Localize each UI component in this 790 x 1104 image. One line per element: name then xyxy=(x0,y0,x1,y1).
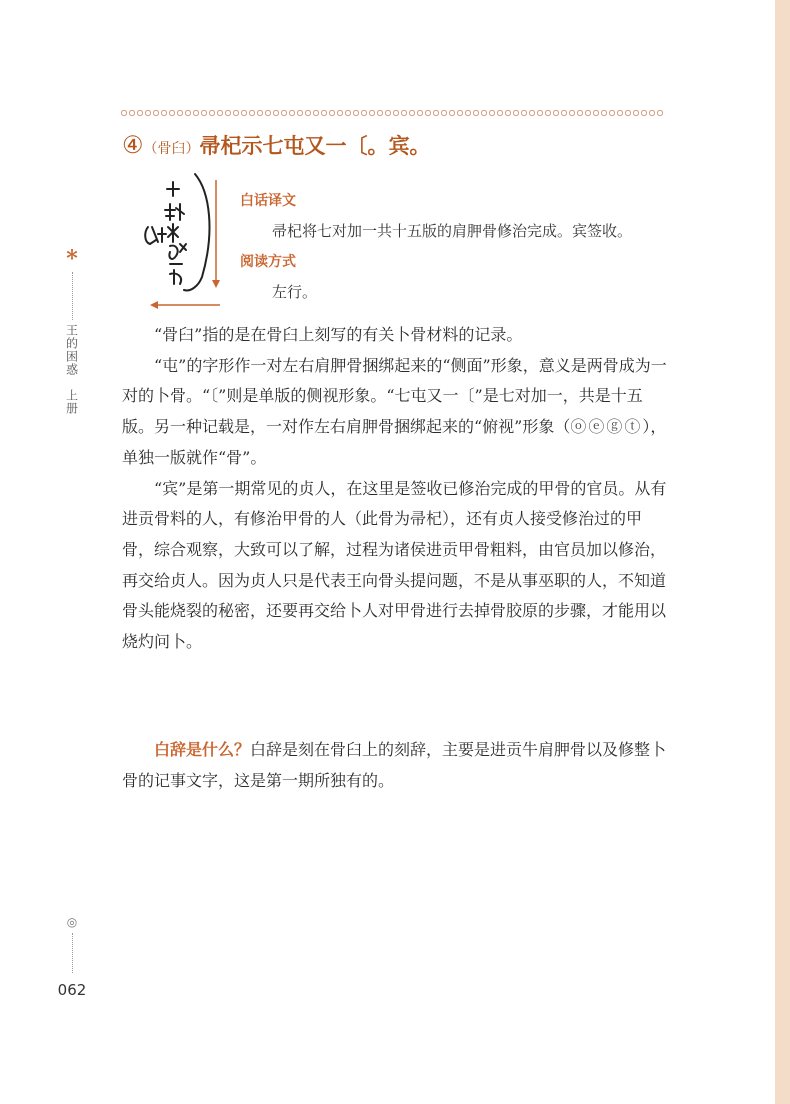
heading-text: 帚杞示七屯又一〔。宾。 xyxy=(199,133,431,158)
note-label: 白辞是什么？ xyxy=(154,740,251,759)
paragraph-2a: “屯”的字形作一对左右肩胛骨捆绑起来的“侧面”形象，意义是两骨成为一对的卜骨。“〔”则是单版的侧视形象。“七屯又一〔”是七对加一，共是十五版。另一种记载是，一对作左右肩胛骨捆绑起来的“俯视”形象（ xyxy=(122,355,667,437)
heading-label: 骨臼 xyxy=(157,141,186,157)
bone-glyphs: ⓞⓔⓖⓣ xyxy=(570,417,643,437)
page-footer xyxy=(57,915,87,999)
reading-title: 阅读方式 xyxy=(240,254,296,270)
footer-dotted-line xyxy=(72,933,73,973)
page-number: 062 xyxy=(57,981,87,999)
oracle-bone-inscription xyxy=(140,172,232,312)
heading-close-paren: ） xyxy=(185,141,200,157)
decorative-rule xyxy=(120,109,665,117)
star-icon: * xyxy=(66,246,78,272)
page-edge-strip xyxy=(775,0,790,1104)
translation-body: 帚杞将七对加一共十五版的肩胛骨修治完成。宾签收。 xyxy=(272,222,633,240)
circle-icon: ◎ xyxy=(66,915,78,929)
paragraph-2b: ），单独一版就作“骨”。 xyxy=(122,417,667,467)
reading-body: 左行。 xyxy=(272,283,318,301)
book-title: 王的困惑 上册 xyxy=(64,324,79,415)
translation-title: 白话译文 xyxy=(240,193,296,209)
note-text: 白辞是刻在骨臼上的刻辞，主要是进贡牛肩胛骨以及修整卜骨的记事文字，这是第一期所独有的。 xyxy=(122,740,667,790)
sidebar-dotted-line xyxy=(72,272,73,320)
paragraph-2 xyxy=(122,351,667,474)
heading-number: ④ xyxy=(122,131,144,159)
heading-open-paren: （ xyxy=(143,141,158,157)
section-heading xyxy=(122,130,682,160)
body-text xyxy=(122,320,667,658)
paragraph-3: “宾”是第一期常见的贞人，在这里是签收已修治完成的甲骨的官员。从有进贡骨料的人，有修治甲骨的人（此骨为帚杞），还有贞人接受修治过的甲骨，综合观察，大致可以了解，过程为诸侯进贡甲骨粗料，由官员加以修治，再交给贞人。因为贞人只是代表王向骨头提问题，不是从事巫职的人，不知道骨头能烧裂的秘密，还要再交给卜人对甲骨进行去掉骨胶原的步骤，才能用以烧灼问卜。 xyxy=(122,478,667,652)
paragraph-1: “骨臼”指的是在骨臼上刻写的有关卜骨材料的记录。 xyxy=(154,325,523,344)
note-box xyxy=(122,735,667,796)
sidebar xyxy=(60,246,84,415)
